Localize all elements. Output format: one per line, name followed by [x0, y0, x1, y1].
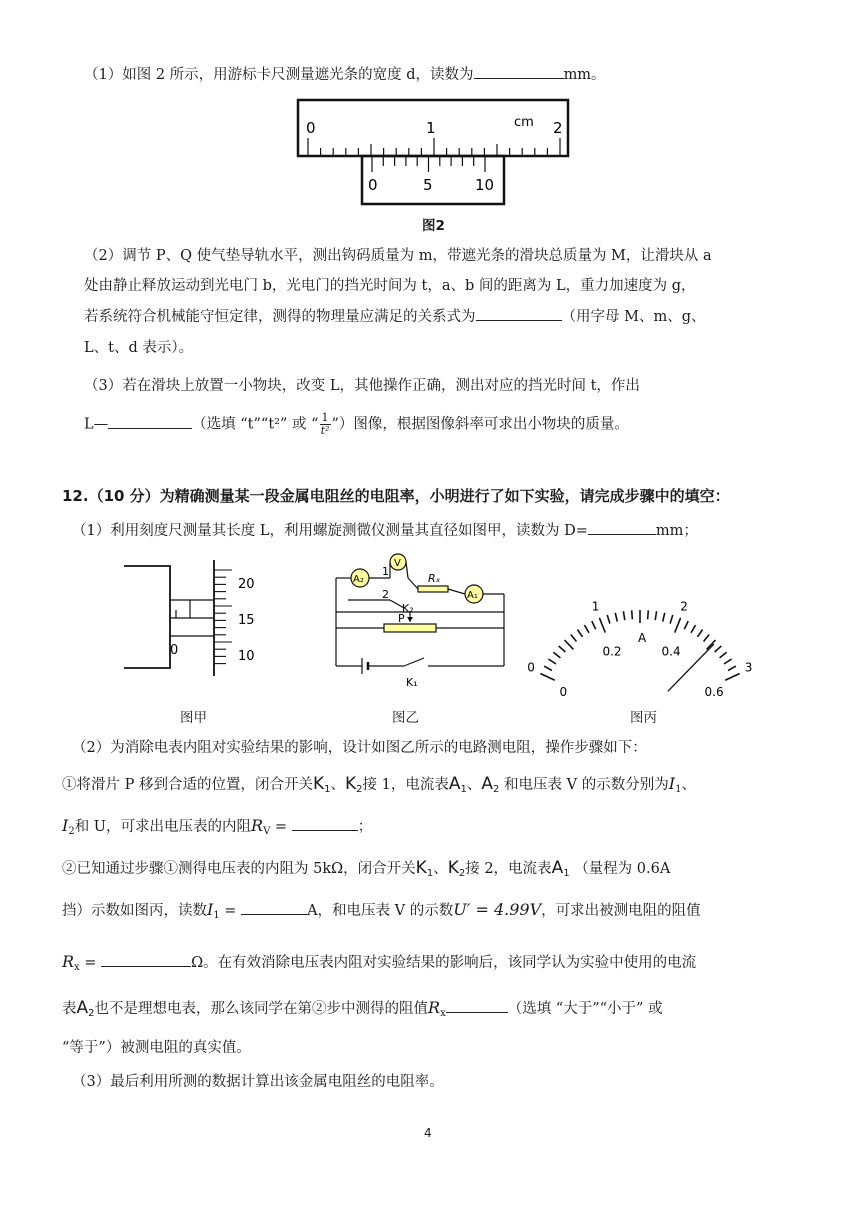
vernier-caliper-figure — [292, 100, 582, 210]
dial-tick — [559, 646, 566, 652]
switch-K1 — [404, 658, 424, 666]
resistor-Rx — [418, 586, 448, 592]
main-scale-label: 0 — [306, 119, 316, 137]
dial-top-label: 1 — [591, 599, 600, 614]
text: A，和电压表 V 的示数 — [307, 903, 454, 919]
volt-value: U′ = 4.99V — [453, 900, 542, 919]
dial-tick — [553, 652, 560, 658]
dial-tick — [697, 630, 702, 637]
q11-part2-line2: 处由静止释放运动到光电门 b，光电门的挡光时间为 t，a、b 间的距离为 L，重力加速度为 g， — [84, 278, 696, 294]
text: 接 1，电流表 — [362, 777, 449, 793]
q12-step2-line1: ①将滑片 P 移到合适的位置，闭合开关$K_1$、$K_2$接 1，电流表$A_1$、$A_2$ 和电压表 V 的示数分别为$I_1$、 — [62, 774, 696, 795]
q12-step2-intro: （2）为消除电表内阻对实验结果的影响，设计如图乙所示的电路测电阻，操作步骤如下： — [72, 740, 647, 756]
vernier-ticks — [372, 156, 485, 172]
main-scale-ticks — [308, 138, 560, 156]
dial-tick — [724, 659, 731, 664]
text: ②已知通过步骤①测得电压表的内阻为 5kΩ，闭合开关 — [62, 861, 416, 877]
q12-step2-line7: “等于”）被测电阻的真实值。 — [62, 1040, 251, 1056]
step1-text: （1）利用刻度尺测量其长度 L，利用螺旋测微仪测量其直径如图甲，读数为 D= — [72, 523, 588, 539]
part1-text: （1）如图 2 所示，用游标卡尺测量遮光条的宽度 d，读数为 — [84, 67, 474, 83]
answer-blank-graph[interactable] — [108, 414, 192, 429]
dial-tick — [704, 635, 710, 642]
q12-step1 — [72, 520, 698, 541]
dial-tick — [615, 613, 617, 622]
fraction — [320, 412, 331, 437]
ammeter-dial-figure — [527, 570, 753, 700]
q11-part2-line1: （2）调节 P、Q 使气垫导轨水平，测出钩码质量为 m，带遮光条的滑块总质量为 M，让滑块从 a — [84, 248, 712, 264]
label-A2: A₂ — [353, 574, 364, 585]
text: 也不是理想电表，那么该同学在第②步中测得的阻值 — [94, 1001, 429, 1017]
q12-step2-line6: 表$A_2$也不是理想电表，那么该同学在第②步中测得的阻值$R_x$ （选填 “大于”“小于” 或 — [62, 998, 663, 1019]
text: ①将滑片 P 移到合适的位置，闭合开关 — [62, 777, 313, 793]
dial-tick — [691, 625, 696, 633]
part2-text: 若系统符合机械能守恒定律，测得的物理量应满足的关系式为 — [84, 309, 476, 325]
dial-top-label: 0 — [527, 660, 535, 675]
main-scale-label: 2 — [553, 119, 563, 137]
q12-step2-line2: $I_2$和 U，可求出电压表的内阻$R_V$ = ； — [62, 816, 373, 837]
label-1: 1 — [382, 565, 389, 578]
label-V: V — [394, 558, 401, 569]
q11-part2-line3 — [84, 306, 706, 327]
q12-heading: 12.（10 分）为精确测量某一段金属电阻丝的电阻率，小明进行了如下实验，请完成步骤中的填空： — [62, 487, 730, 505]
circuit-figure — [332, 556, 512, 688]
dial-tick — [675, 618, 681, 633]
dial-tick — [607, 615, 610, 624]
dial-tick — [663, 613, 665, 622]
q11-part3-line1: （3）若在滑块上放置一小物块，改变 L，其他操作正确，测出对应的挡光时间 t，作出 — [84, 378, 640, 394]
q12-step2-line4: 挡）示数如图丙，读数$I_1 = A$，和电压表 V 的示数U′ = 4.99V，可求出被测电阻的阻值 — [62, 900, 701, 921]
dial-tick — [584, 625, 589, 633]
label-K1: K₁ — [406, 676, 418, 689]
unit-cm: cm — [514, 115, 534, 130]
q11-part1 — [84, 64, 606, 85]
text: 和电压表 V 的示数分别为 — [504, 777, 669, 793]
dial-bottom-label: 0 — [559, 685, 568, 700]
text: 接 2，电流表 — [465, 861, 552, 877]
answer-blank-rx[interactable] — [101, 952, 191, 967]
answer-blank-d[interactable] — [474, 64, 564, 79]
answer-blank-compare[interactable] — [446, 998, 508, 1013]
dial-tick — [548, 659, 555, 664]
micrometer-figure — [124, 560, 284, 680]
page-number: 4 — [424, 1126, 432, 1140]
text: ，可求出被测电阻的阻值 — [541, 903, 701, 919]
dial-tick — [670, 615, 673, 624]
dial-tick — [632, 610, 633, 619]
dial-ticks — [540, 610, 739, 680]
q12-step2-line3: ②已知通过步骤①测得电压表的内阻为 5kΩ，闭合开关$K_1$、$K_2$接 2，电流表$A_1$ （量程为 0.6A — [62, 858, 671, 879]
main-scale-label: 1 — [426, 119, 436, 137]
dial-tick — [540, 674, 555, 681]
dial-top-label: 2 — [680, 599, 688, 614]
dial-tick — [565, 640, 574, 649]
dial-tick — [655, 611, 656, 620]
text: 挡）示数如图丙，读数 — [62, 903, 207, 919]
text: （量程为 0.6A — [574, 861, 671, 877]
text: Ω。在有效消除电压表内阻对实验结果的影响后，该同学认为实验中使用的电流 — [191, 955, 697, 971]
part3-prefix: L— — [84, 416, 109, 433]
q12-step3: （3）最后利用所测的数据计算出该金属电阻丝的电阻率。 — [72, 1074, 444, 1090]
caption-bing: 图丙 — [630, 710, 657, 726]
dial-tick — [648, 610, 649, 619]
dial-tick — [715, 646, 722, 652]
fig2-caption: 图2 — [422, 218, 445, 234]
dial-tick — [684, 621, 688, 629]
label-K2: K₂ — [402, 602, 414, 615]
dial-tick — [623, 611, 624, 620]
dial-top-label: 3 — [744, 660, 753, 675]
text: （选填 “大于”“小于” 或 — [507, 1001, 663, 1017]
dial-tick — [577, 630, 582, 637]
text: 表 — [62, 1001, 77, 1017]
dial-bottom-label: 0.6 — [704, 685, 724, 700]
rheostat — [384, 624, 436, 632]
dial-tick — [599, 618, 605, 633]
dial-tick — [728, 666, 736, 670]
answer-blank-relation[interactable] — [476, 306, 562, 321]
thimble-label: 10 — [238, 649, 255, 664]
q11-part3-line2 — [84, 412, 629, 437]
thimble-label: 15 — [238, 613, 255, 628]
fraction-num: 1 — [321, 411, 329, 424]
answer-blank-rv[interactable] — [292, 816, 358, 831]
fraction-den: t² — [320, 424, 330, 437]
dial-tick — [544, 666, 552, 670]
part2-hint: （用字母 M、m、g、 — [561, 309, 706, 325]
step1-unit: mm； — [655, 523, 698, 539]
dial-tick — [720, 652, 727, 658]
vernier-label: 5 — [423, 176, 433, 194]
q11-part2-line4: L、t、d 表示）。 — [84, 340, 194, 356]
dial-tick — [707, 640, 716, 649]
part3-tail: ”）图像，根据图像斜率可求出小物块的质量。 — [331, 416, 629, 433]
dial-tick — [592, 621, 596, 629]
label-2: 2 — [382, 588, 389, 601]
dial-bottom-label: 0.2 — [602, 644, 622, 659]
caption-yi: 图乙 — [392, 710, 419, 726]
dial-tick — [725, 674, 740, 681]
dial-bottom-label: 0.4 — [661, 644, 681, 659]
answer-blank-diameter[interactable] — [588, 520, 656, 535]
dial-unit: A — [638, 631, 647, 645]
text: 和 U，可求出电压表的内阻 — [74, 819, 252, 835]
label-P: P — [398, 612, 405, 625]
label-Rx: Rₓ — [428, 572, 441, 585]
micrometer-frame — [124, 566, 170, 668]
answer-blank-i1[interactable] — [241, 900, 307, 915]
label-A1: A₁ — [467, 590, 478, 601]
part3-options: （选填 “t”“t²” 或 “ — [192, 416, 319, 433]
thimble-ticks — [214, 570, 232, 664]
caption-jia: 图甲 — [180, 710, 207, 726]
dial-tick — [571, 635, 577, 642]
text: ； — [357, 819, 373, 835]
vernier-label: 10 — [475, 176, 495, 194]
sleeve-zero: 0 — [170, 643, 179, 658]
vernier-label: 0 — [368, 176, 378, 194]
q12-step2-line5: $R_x = \Omega$。在有效消除电压表内阻对实验结果的影响后，该同学认为实验中使用的电流 — [62, 952, 697, 973]
thimble-label: 20 — [238, 577, 255, 592]
part1-unit: mm。 — [563, 67, 606, 83]
